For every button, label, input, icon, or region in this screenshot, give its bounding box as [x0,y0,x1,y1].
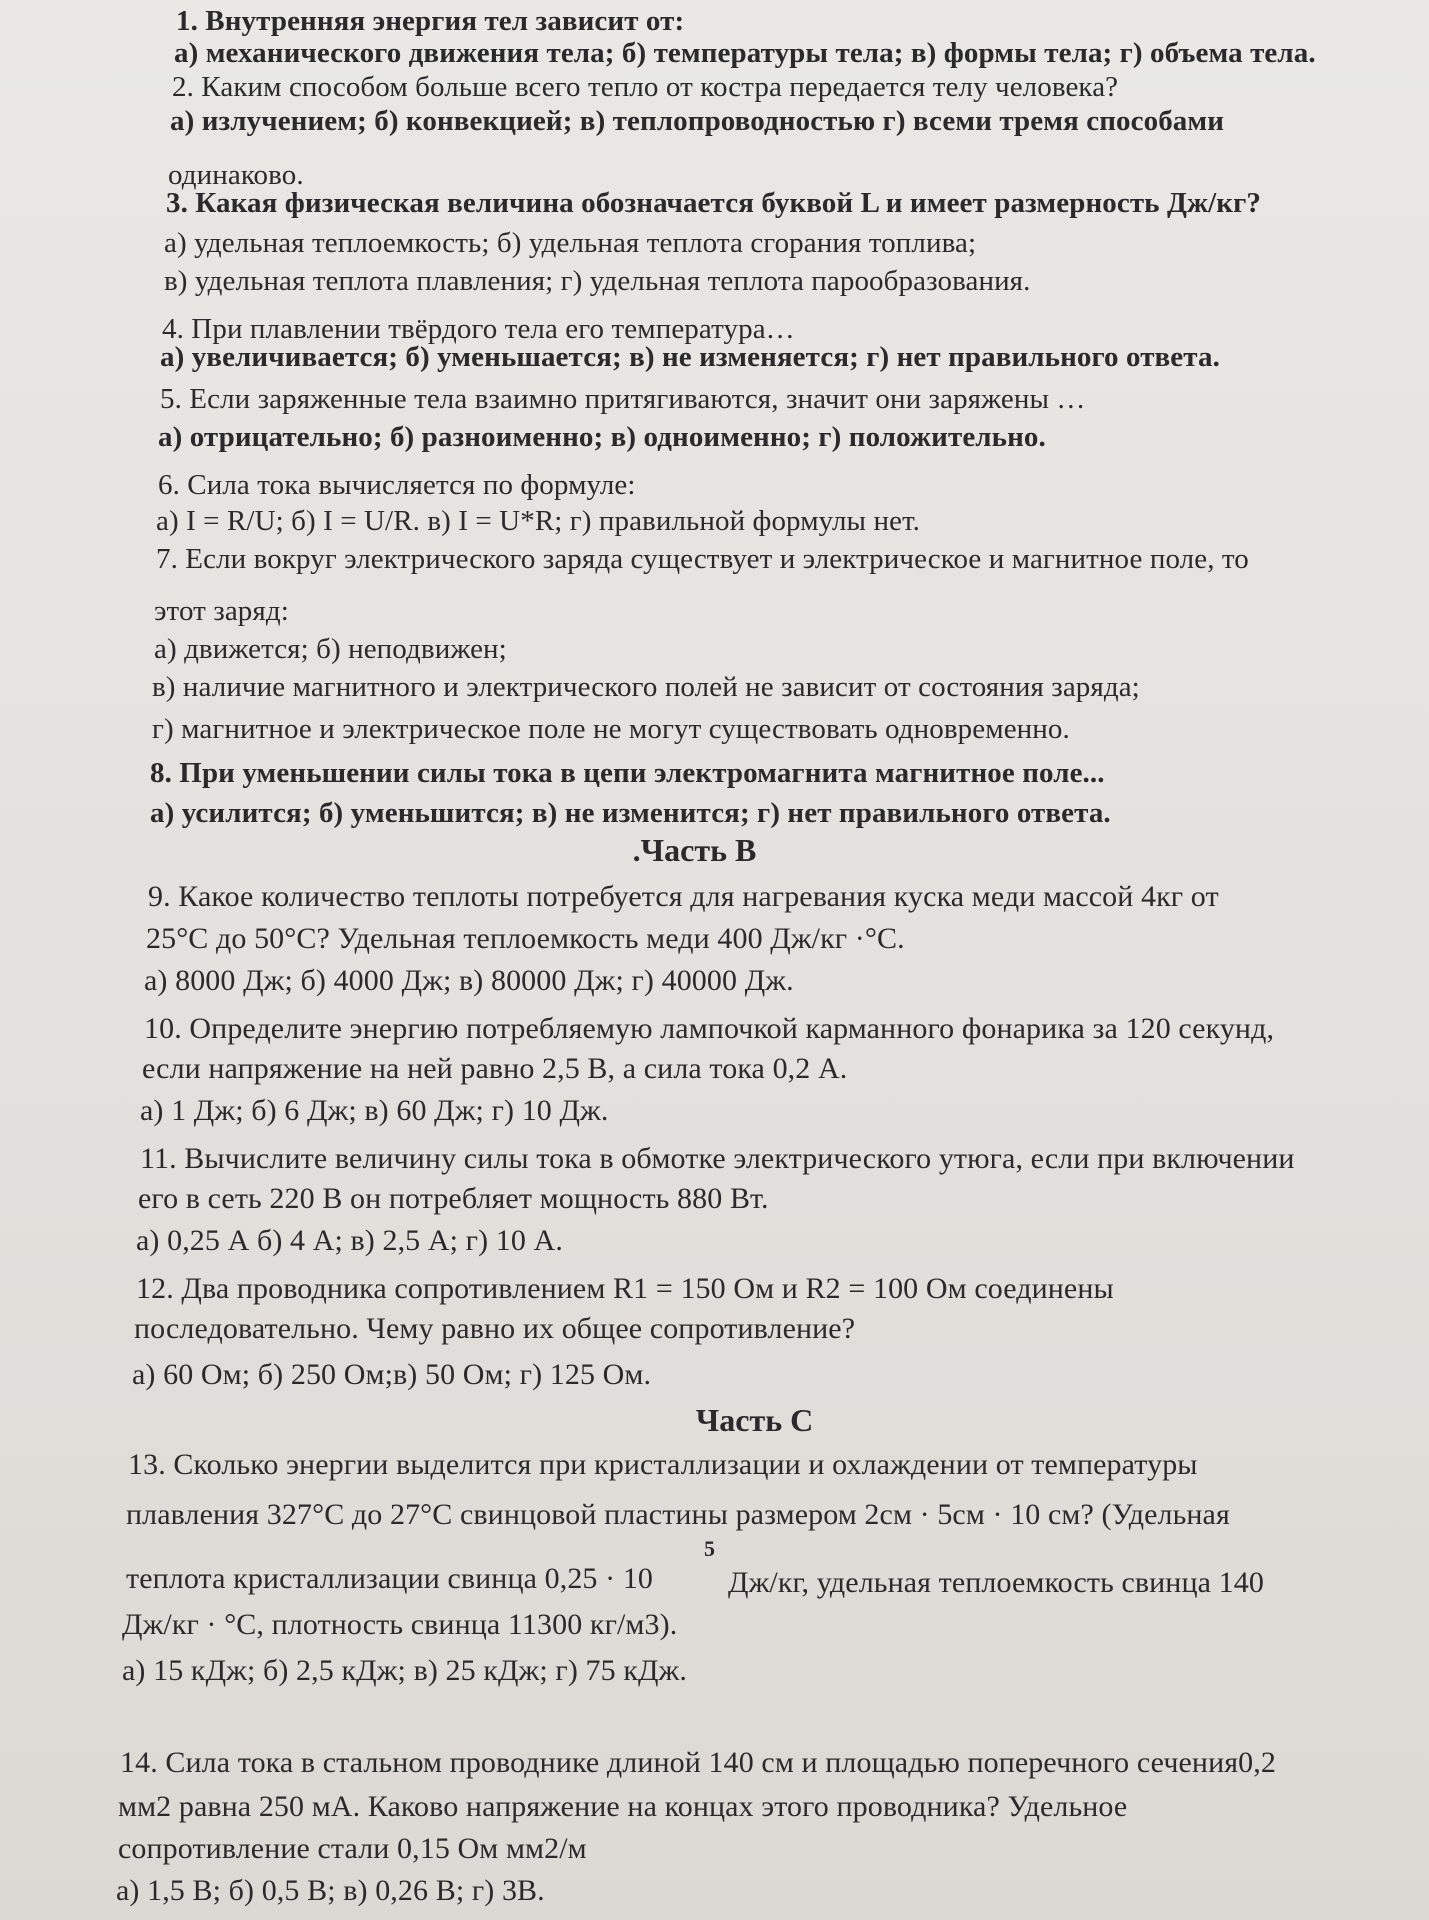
answer-13: а) 15 кДж; б) 2,5 кДж; в) 25 кДж; г) 75 кДж. [122,1654,687,1687]
question-10: 10. Определите энергию потребляемую лампочкой карманного фонарика за 120 секунд, [144,1012,1275,1045]
answer-1: а) механического движения тела; б) температуры тела; в) формы тела; г) объема тела. [174,37,1316,69]
part-b-heading: .Часть В [632,832,757,868]
answer-6: а) I = R/U; б) I = U/R. в) I = U*R; г) правильной формулы нет. [156,505,921,537]
answer-3-line-2: в) удельная теплота плавления; г) удельная теплота парообразования. [164,265,1031,297]
answer-7-line-2: а) движется; б) неподвижен; [154,633,507,665]
answer-9-line-1: 25°С до 50°С? Удельная теплоемкость меди 400 Дж/кг ·°С. [146,922,905,955]
question-14-line-3: сопротивление стали 0,15 Ом мм2/м [118,1832,587,1865]
question-13-line-3b: Дж/кг, удельная теплоемкость свинца 140 [728,1566,1264,1599]
answer-11-line-1: его в сеть 220 В он потребляет мощность 880 Вт. [138,1182,769,1215]
question-5: 5. Если заряженные тела взаимно притягиваются, значит они заряжены … [160,383,1086,415]
question-3: 3. Какая физическая величина обозначается буквой L и имеет размерность Дж/кг? [166,187,1261,219]
answer-12-line-1: последовательно. Чему равно их общее сопротивление? [134,1312,856,1345]
question-13-line-1: 13. Сколько энергии выделится при кристаллизации и охлаждении от температуры [128,1448,1198,1481]
answer-3-line-1: а) удельная теплоемкость; б) удельная теплота сгорания топлива; [164,227,977,259]
answer-10-line-1: если напряжение на ней равно 2,5 В, а сила тока 0,2 А. [142,1052,848,1085]
question-9: 9. Какое количество теплоты потребуется для нагревания куска меди массой 4кг от [148,880,1219,913]
answer-7-line-1: этот заряд: [154,595,289,627]
answer-12-line-2: а) 60 Ом; б) 250 Ом;в) 50 Ом; г) 125 Ом. [132,1358,652,1391]
answer-5: а) отрицательно; б) разноименно; в) одноименно; г) положительно. [158,421,1046,453]
answer-7-line-3: в) наличие магнитного и электрического полей не зависит от состояния заряда; [152,671,1140,703]
part-c-heading: Часть С [695,1402,814,1438]
question-11: 11. Вычислите величину силы тока в обмотке электрического утюга, если при включении [140,1142,1295,1175]
answer-9-line-2: а) 8000 Дж; б) 4000 Дж; в) 80000 Дж; г) 40000 Дж. [144,964,794,997]
question-2: 2. Каким способом больше всего тепло от костра передается телу человека? [172,71,1119,103]
answer-8: а) усилится; б) уменьшится; в) не изменится; г) нет правильного ответа. [150,797,1111,829]
question-12: 12. Два проводника сопротивлением R1 = 150 Ом и R2 = 100 Ом соединены [136,1272,1114,1305]
answer-14: а) 1,5 В; б) 0,5 В; в) 0,26 В; г) 3В. [116,1874,545,1907]
answer-7-line-4: г) магнитное и электрическое поле не могут существовать одновременно. [152,713,1070,745]
answer-11-line-2: а) 0,25 А б) 4 А; в) 2,5 А; г) 10 А. [136,1224,563,1257]
question-4: 4. При плавлении твёрдого тела его температура… [162,313,795,345]
question-13-line-3a: теплота кристаллизации свинца 0,25 · 10 [126,1562,654,1595]
question-13-line-2: плавления 327°С до 27°С свинцовой пластины размером 2см · 5см · 10 см? (Удельная [126,1498,1230,1531]
question-7: 7. Если вокруг электрического заряда существует и электрическое и магнитное поле, то [156,543,1249,575]
answer-4: а) увеличивается; б) уменьшается; в) не изменяется; г) нет правильного ответа. [160,341,1220,373]
question-14-line-2: мм2 равна 250 мА. Каково напряжение на концах этого проводника? Удельное [118,1790,1128,1823]
answer-2-line-1: а) излучением; б) конвекцией; в) теплопроводностью г) всеми тремя способами [170,105,1225,137]
question-14-line-1: 14. Сила тока в стальном проводнике длиной 140 см и площадью поперечного сечения0,2 [120,1746,1276,1779]
question-1: 1. Внутренняя энергия тел зависит от: [176,5,685,37]
answer-2-line-2: одинаково. [168,159,304,191]
question-8: 8. При уменьшении силы тока в цепи электромагнита магнитное поле... [150,757,1105,789]
question-6: 6. Сила тока вычисляется по формуле: [158,469,636,501]
question-13-line-4: Дж/кг · °С, плотность свинца 11300 кг/м3). [122,1608,678,1641]
answer-10-line-2: а) 1 Дж; б) 6 Дж; в) 60 Дж; г) 10 Дж. [140,1094,609,1127]
exponent: 5 [704,1536,715,1561]
